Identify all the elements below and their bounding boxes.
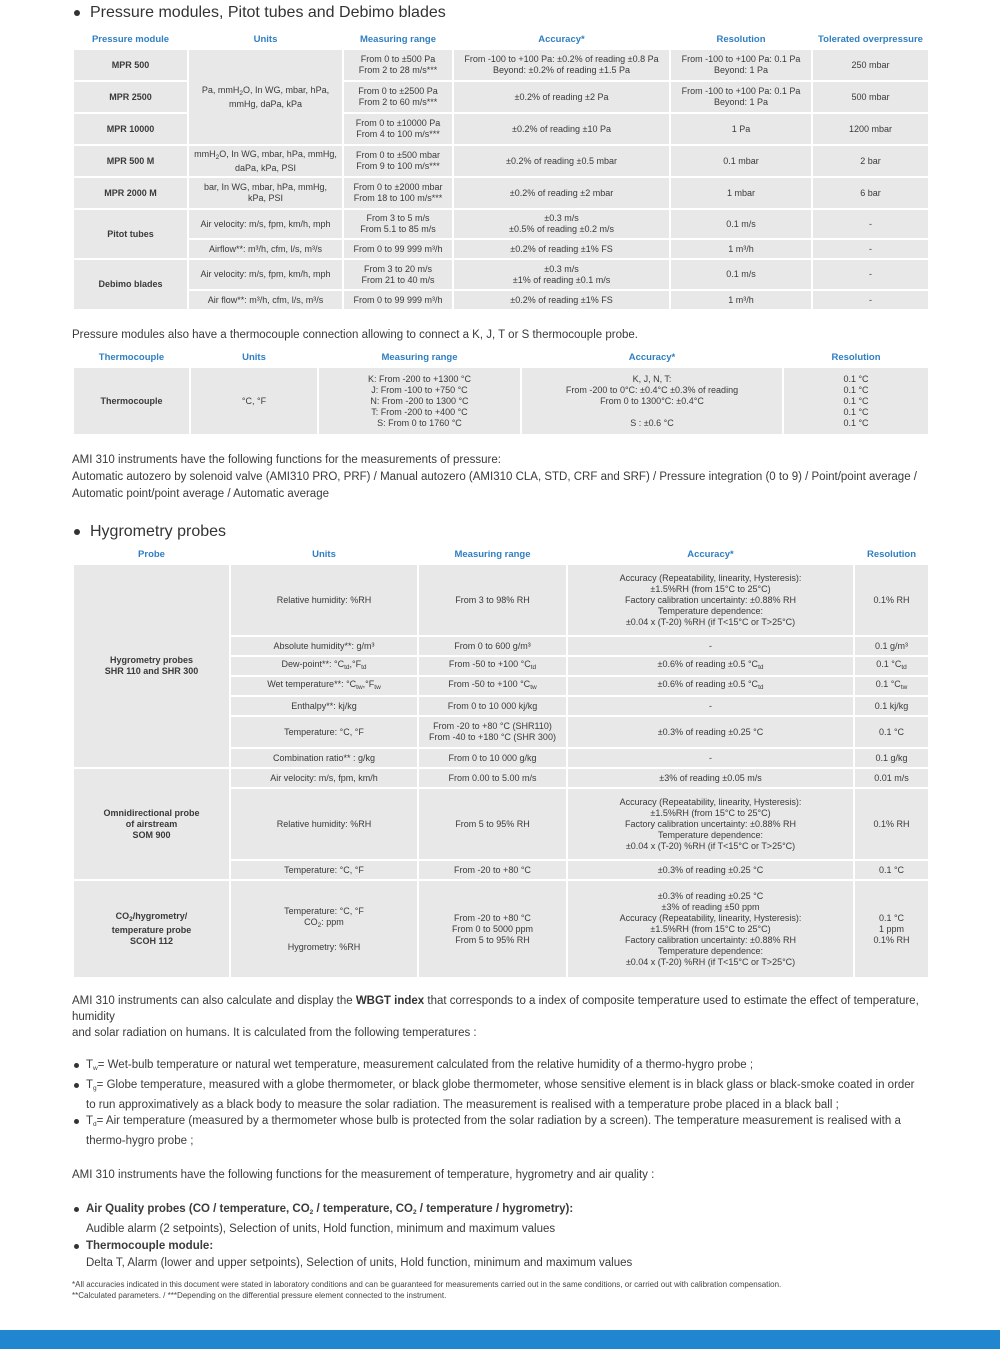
table-row: Airflow**: m³/h, cfm, l/s, m³/s From 0 to 99 999 m³/h ±0.2% of reading ±1% FS 1 m³/h - [73, 239, 929, 259]
list-item: $T_d=$ Air temperature (measured by a thermometer whose bulb is protected from the solar radiation by a screen). The temperature measurement is realised with a thermo-hygro probe ; [72, 1113, 928, 1149]
table-row: Thermocouple °C, °F K: From -200 to +1300 °C J: From -100 to +750 °C N: From -200 to 1300 °C T: From -200 to +400 °C S: From 0 to 1760 °C K, J, N, T: From -200 to 0°C: ±0.4°C ±0.3% of reading From 0 to 1300°C: ±0.4°C S : ±0.6 °C 0.1 °C 0.1 °C 0.1 °C 0.1 °C 0.1 °C [73, 367, 929, 435]
bullet-icon [74, 10, 80, 16]
list-item: $T_w=$ Wet-bulb temperature or natural wet temperature, measurement calculated from the relative humidity of a thermo-hygro probe ; [72, 1057, 928, 1077]
table-row: Temperature: °C, °F From -20 to +80 °C ±0.3% of reading ±0.25 °C 0.1 °C [73, 860, 929, 880]
list-item: Thermocouple module: Delta T, Alarm (lower and upper setpoints), Selection of units, Hold function, minimum and maximum values [72, 1238, 928, 1272]
table-row: Wet temperature**: $^\circ C_{tw},^\circ F_{tw}$ From -50 to +100 $^\circ C_{tw}$ ±0.6% of reading ±0.5 $^\circ C_{td}$ 0.1 $^\circ C_{tw}$ [73, 676, 929, 696]
pressure-section-title: Pressure modules, Pitot tubes and Debimo blades [72, 0, 928, 26]
table-row: Debimo blades Air velocity: m/s, fpm, km/h, mph From 3 to 20 m/s From 21 to 40 m/s ±0.3 m/s ±1% of reading ±0.1 m/s 0.1 m/s - [73, 259, 929, 290]
thermocouple-table [72, 349, 930, 436]
table-row: Omnidirectional probe of airstream SOM 900 Air velocity: m/s, fpm, km/h From 0.00 to 5.00 m/s ±3% of reading ±0.05 m/s 0.01 m/s [73, 768, 929, 788]
wbgt-intro: AMI 310 instruments can also calculate and display the WBGT index that corresponds to a index of composite temperature used to estimate the effect of temperature, humidity and solar radiation on humans. It is calculated from the following temperatures : [72, 995, 919, 1039]
footnotes: *All accuracies indicated in this document were stated in laboratory conditions and can be guaranteed for measurements carried out in the same conditions, or carried out with calibration compensation. **Calculated parameters. / ***Depending on the differential pressure element connected to the instrument. [72, 1280, 782, 1300]
table-header-row: Probe Units Measuring range Accuracy* Resolution [73, 546, 929, 564]
table-row: MPR 500 M mmH$_2$O, In WG, mbar, hPa, mmHg, daPa, kPa, PSI From 0 to ±500 mbar From 9 to 100 m/s*** ±0.2% of reading ±0.5 mbar 0.1 mbar 2 bar [73, 145, 929, 177]
table-row: MPR 10000 From 0 to ±10000 Pa From 4 to 100 m/s*** ±0.2% of reading ±10 Pa 1 Pa 1200 mbar [73, 113, 929, 145]
table-row: MPR 500 Pa, mmH$_2$O, In WG, mbar, hPa, mmHg, daPa, kPa From 0 to ±500 Pa From 2 to 28 m/s*** From -100 to +100 Pa: ±0.2% of reading ±0.8 Pa Beyond: ±0.2% of reading ±1.5 Pa From -100 to +100 Pa: 0.1 Pa Beyond: 1 Pa 250 mbar [73, 49, 929, 81]
hygrometry-section-title: Hygrometry probes [72, 519, 928, 545]
table-row: Absolute humidity**: g/m³ From 0 to 600 g/m³ - 0.1 g/m³ [73, 636, 929, 656]
footer-bar [0, 1330, 1000, 1349]
table-row: Combination ratio** : g/kg From 0 to 10 000 g/kg - 0.1 g/kg [73, 748, 929, 768]
table-row: Relative humidity: %RH From 5 to 95% RH Accuracy (Repeatability, linearity, Hysteresis): ±1.5%RH (from 15°C to 25°C) Factory calibration uncertainty: ±0.88% RH Temperature dependence: ±0.04 x (T-20) %RH (if T<15°C or T>25°C) 0.1% RH [73, 788, 929, 860]
shared-units-cell: Pa, mmH$_2$O, In WG, mbar, hPa, mmHg, daPa, kPa [188, 49, 343, 145]
table-row: Enthalpy**: kj/kg From 0 to 10 000 kj/kg - 0.1 kj/kg [73, 696, 929, 716]
table-row: Pitot tubes Air velocity: m/s, fpm, km/h, mph From 3 to 5 m/s From 5.1 to 85 m/s ±0.3 m/s ±0.5% of reading ±0.2 m/s 0.1 m/s - [73, 209, 929, 239]
bullet-icon [74, 529, 80, 535]
table-row: MPR 2500 From 0 to ±2500 Pa From 2 to 60 m/s*** ±0.2% of reading ±2 Pa From -100 to +100 Pa: 0.1 Pa Beyond: 1 Pa 500 mbar [73, 81, 929, 113]
table-row: Temperature: °C, °F From -20 to +80 °C (SHR110) From -40 to +180 °C (SHR 300) ±0.3% of reading ±0.25 °C 0.1 °C [73, 716, 929, 748]
table-header-row: Thermocouple Units Measuring range Accuracy* Resolution [73, 349, 929, 367]
page-content [72, 0, 928, 1300]
table-row: MPR 2000 M bar, In WG, mbar, hPa, mmHg, kPa, PSI From 0 to ±2000 mbar From 18 to 100 m/s*** ±0.2% of reading ±2 mbar 1 mbar 6 bar [73, 177, 929, 209]
functions-list [72, 1201, 928, 1272]
pressure-functions: AMI 310 instruments have the following functions for the measurements of pressure: Automatic autozero by solenoid valve (AMI310 PRO, PRF) / Manual autozero (AMI310 CLA, STD, CRF and SRF) / Pressure integration (0 to 9) / Point/point average / Automatic point/point average / Automatic average [72, 454, 917, 500]
table-row: $CO_2/hygrometry/$ temperature probe SCOH 112 Temperature: °C, °F $CO_2$: ppm Hygrometry: %RH From -20 to +80 °C From 0 to 5000 ppm From 5 to 95% RH ±0.3% of reading ±0.25 °C ±3% of reading ±50 ppm Accuracy (Repeatability, linearity, Hysteresis): ±1.5%RH (from 15°C to 25°C) Factory calibration uncertainty: ±0.88% RH Temperature dependence: ±0.04 x (T-20) %RH (if T<15°C or T>25°C) 0.1 °C 1 ppm 0.1% RH [73, 880, 929, 978]
thermo-intro: Pressure modules also have a thermocouple connection allowing to connect a K, J, T or S thermocouple probe. [72, 329, 638, 341]
list-item: Air Quality probes (CO / temperature, $CO_2$ / temperature, $CO_2$ / temperature / hygrometry): Audible alarm (2 setpoints), Selection of units, Hold function, minimum and maximum values [72, 1201, 928, 1238]
table-header-row: Pressure module Units Measuring range Accuracy* Resolution Tolerated overpressure [73, 31, 929, 49]
table-row: Air flow**: m³/h, cfm, l/s, m³/s From 0 to 99 999 m³/h ±0.2% of reading ±1% FS 1 m³/h - [73, 290, 929, 310]
functions-intro: AMI 310 instruments have the following functions for the measurement of temperature, hygrometry and air quality : [72, 1169, 655, 1181]
hygrometry-table [72, 546, 930, 979]
table-row: Hygrometry probes SHR 110 and SHR 300 Relative humidity: %RH From 3 to 98% RH Accuracy (Repeatability, linearity, Hysteresis): ±1.5%RH (from 15°C to 25°C) Factory calibration uncertainty: ±0.88% RH Temperature dependence: ±0.04 x (T-20) %RH (if T<15°C or T>25°C) 0.1% RH [73, 564, 929, 636]
pressure-table [72, 31, 930, 311]
list-item: $T_g=$ Globe temperature, measured with a globe thermometer, or black globe thermometer, whose sensitive element is in black glass or black-smoke coated in order to run approximatively as a black body to measure the solar radiation. The measurement is realised with a temperature probe placed in a black ball ; [72, 1077, 928, 1113]
wbgt-list [72, 1057, 928, 1149]
table-row: Dew-point**: $^\circ C_{td},^\circ F_{td}$ From -50 to +100 $^\circ C_{td}$ ±0.6% of reading ±0.5 $^\circ C_{td}$ 0.1 $^\circ C_{td}$ [73, 656, 929, 676]
